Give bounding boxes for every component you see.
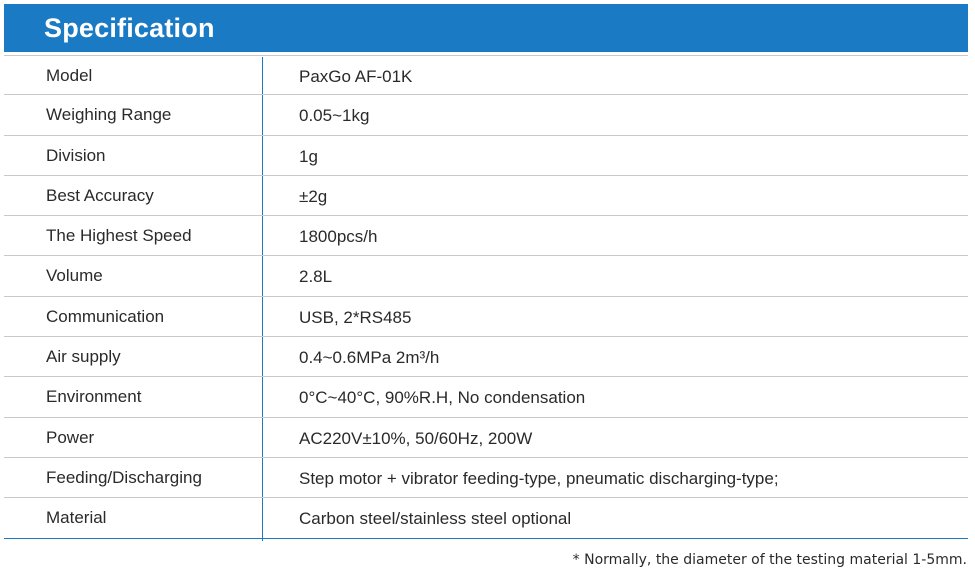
page-title: Specification <box>44 13 215 43</box>
row-label: Weighing Range <box>46 105 172 125</box>
row-value: Step motor + vibrator feeding-type, pneumatic discharging-type; <box>299 468 779 488</box>
row-value: 0.05~1kg <box>299 106 370 126</box>
row-value: Carbon steel/stainless steel optional <box>299 509 572 529</box>
row-value: 0°C~40°C, 90%R.H, No condensation <box>299 388 586 408</box>
table-row <box>4 498 968 538</box>
spec-table <box>4 55 968 539</box>
footnote: * Normally, the diameter of the testing material 1-5mm. <box>572 552 967 568</box>
table-row <box>4 95 968 135</box>
table-row <box>4 337 968 377</box>
row-label: Environment <box>46 387 142 407</box>
row-label: Air supply <box>46 347 121 367</box>
row-label: Material <box>46 508 107 528</box>
row-value: 0.4~0.6MPa 2m³/h <box>299 348 440 368</box>
row-value: USB, 2*RS485 <box>299 307 412 327</box>
table-row <box>4 176 968 216</box>
row-value: PaxGo AF-01K <box>299 67 413 86</box>
row-label: Feeding/Discharging <box>46 467 202 487</box>
row-label: Model <box>46 66 93 85</box>
row-value: 1800pcs/h <box>299 227 378 247</box>
row-label: The Highest Speed <box>46 226 192 246</box>
spec-header <box>4 4 968 52</box>
table-row <box>4 55 968 95</box>
row-label: Volume <box>46 266 103 286</box>
table-row <box>4 216 968 256</box>
row-label: Power <box>46 427 95 447</box>
table-row <box>4 256 968 296</box>
row-value: ±2g <box>299 186 328 206</box>
row-value: 2.8L <box>299 267 333 287</box>
row-value: 1g <box>299 146 318 166</box>
row-label: Best Accuracy <box>46 185 154 205</box>
table-row <box>4 458 968 498</box>
table-row <box>4 136 968 176</box>
row-label: Communication <box>46 306 165 326</box>
table-row <box>4 418 968 458</box>
row-value: AC220V±10%, 50/60Hz, 200W <box>299 428 533 448</box>
row-label: Division <box>46 145 106 165</box>
table-row <box>4 377 968 417</box>
table-row <box>4 297 968 337</box>
